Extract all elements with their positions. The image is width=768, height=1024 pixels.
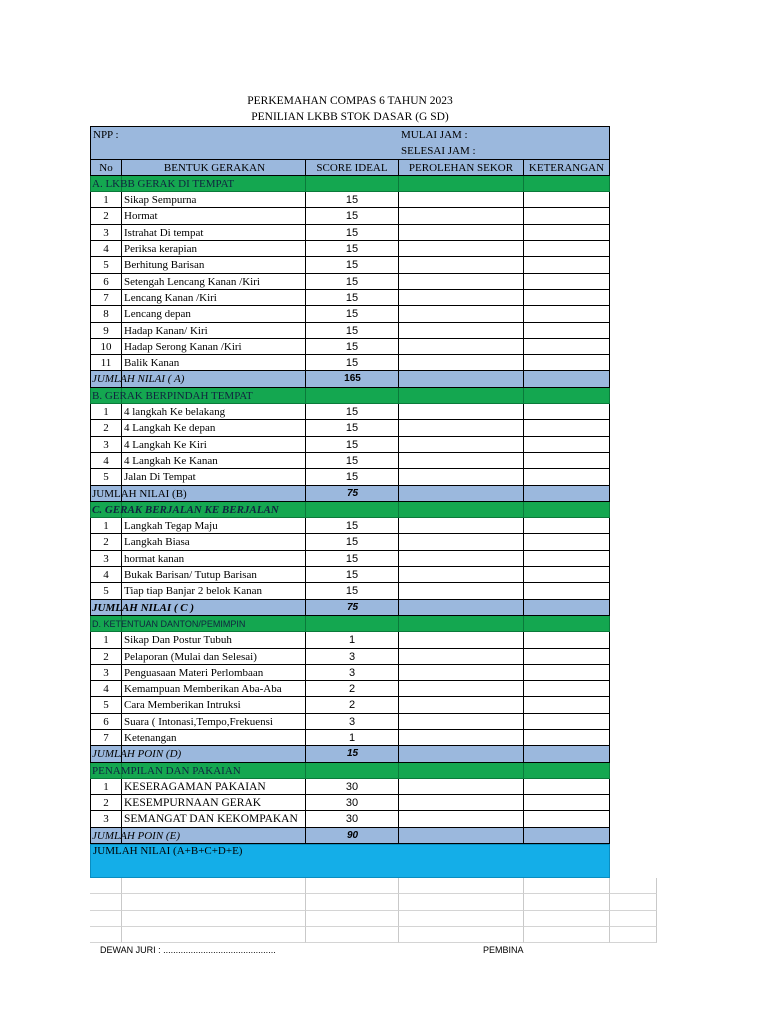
movement-name: Kemampuan Memberikan Aba-Aba <box>122 681 306 697</box>
perolehan-sekor-cell[interactable] <box>399 274 524 290</box>
movement-name: Bukak Barisan/ Tutup Barisan <box>122 567 306 583</box>
title-row-1 <box>90 93 657 109</box>
movement-name: KESEMPURNAAN GERAK <box>122 795 306 811</box>
movement-name: Setengah Lencang Kanan /Kiri <box>122 274 306 290</box>
movement-name: Hadap Serong Kanan /Kiri <box>122 339 306 355</box>
score-ideal-cell: 15 <box>306 583 399 599</box>
row-number: 6 <box>90 714 122 730</box>
header-keterangan: KETERANGAN <box>524 160 610 176</box>
keterangan-cell[interactable] <box>524 534 610 550</box>
row-number: 5 <box>90 697 122 713</box>
score-ideal-cell: 15 <box>306 241 399 257</box>
keterangan-cell[interactable] <box>524 730 610 746</box>
movement-name: Lencang depan <box>122 306 306 322</box>
keterangan-cell[interactable] <box>524 518 610 534</box>
score-ideal-cell: 2 <box>306 681 399 697</box>
table-row <box>90 551 657 567</box>
score-ideal-cell: 15 <box>306 192 399 208</box>
perolehan-sekor-cell[interactable] <box>399 469 524 485</box>
keterangan-cell[interactable] <box>524 714 610 730</box>
section-total-label: JUMLAH NILAI (B) <box>92 487 187 500</box>
section-total-value: 75 <box>346 487 359 499</box>
section-title: PENAMPILAN DAN PAKAIAN <box>92 764 241 777</box>
table-row <box>90 681 657 697</box>
section-title: C. GERAK BERJALAN KE BERJALAN <box>92 503 279 516</box>
table-row <box>90 632 657 648</box>
section-total-row <box>90 600 657 616</box>
table-row <box>90 404 657 420</box>
table-row <box>90 290 657 306</box>
movement-name: Tiap tiap Banjar 2 belok Kanan <box>122 583 306 599</box>
header-perolehan-sekor: PEROLEHAN SEKOR <box>399 160 524 176</box>
keterangan-cell[interactable] <box>524 437 610 453</box>
section-header <box>90 616 657 632</box>
keterangan-cell[interactable] <box>524 795 610 811</box>
perolehan-sekor-cell[interactable] <box>399 323 524 339</box>
table-row <box>90 811 657 827</box>
keterangan-cell[interactable] <box>524 306 610 322</box>
table-row <box>90 534 657 550</box>
perolehan-sekor-cell[interactable] <box>399 241 524 257</box>
row-number: 1 <box>90 404 122 420</box>
table-row <box>90 665 657 681</box>
keterangan-cell[interactable] <box>524 404 610 420</box>
column-header-row <box>90 160 657 176</box>
row-number: 7 <box>90 730 122 746</box>
section-header <box>90 176 657 192</box>
pembina-label: PEMBINA <box>483 945 524 956</box>
movement-name: Pelaporan (Mulai dan Selesai) <box>122 649 306 665</box>
sheet-title: PERKEMAHAN COMPAS 6 TAHUN 2023 <box>247 95 453 107</box>
header-no: No <box>90 160 122 176</box>
table-row <box>90 453 657 469</box>
movement-name: Penguasaan Materi Perlombaan <box>122 665 306 681</box>
movement-name: Langkah Tegap Maju <box>122 518 306 534</box>
row-number: 2 <box>90 420 122 436</box>
perolehan-sekor-cell[interactable] <box>399 811 524 827</box>
perolehan-sekor-cell[interactable] <box>399 551 524 567</box>
section-total-value: 90 <box>346 829 359 841</box>
perolehan-sekor-cell[interactable] <box>399 681 524 697</box>
row-number: 4 <box>90 241 122 257</box>
table-row <box>90 306 657 322</box>
keterangan-cell[interactable] <box>524 583 610 599</box>
section-total-row <box>90 486 657 502</box>
keterangan-cell[interactable] <box>524 323 610 339</box>
movement-name: Hormat <box>122 208 306 224</box>
row-number: 6 <box>90 274 122 290</box>
score-ideal-cell: 15 <box>306 567 399 583</box>
perolehan-sekor-cell[interactable] <box>399 453 524 469</box>
empty-row <box>90 894 657 910</box>
keterangan-cell[interactable] <box>524 697 610 713</box>
empty-row <box>90 878 657 894</box>
keterangan-cell[interactable] <box>524 339 610 355</box>
keterangan-cell[interactable] <box>524 469 610 485</box>
perolehan-sekor-cell[interactable] <box>399 225 524 241</box>
score-ideal-cell: 2 <box>306 697 399 713</box>
score-ideal-cell: 30 <box>306 795 399 811</box>
table-row <box>90 192 657 208</box>
row-number: 4 <box>90 681 122 697</box>
section-total-value: 165 <box>344 373 361 385</box>
score-ideal-cell: 3 <box>306 665 399 681</box>
movement-name: Suara ( Intonasi,Tempo,Frekuensi <box>122 714 306 730</box>
score-ideal-cell: 15 <box>306 257 399 273</box>
row-number: 3 <box>90 551 122 567</box>
perolehan-sekor-cell[interactable] <box>399 518 524 534</box>
perolehan-sekor-cell[interactable] <box>399 404 524 420</box>
table-row <box>90 274 657 290</box>
section-title: D. KETENTUAN DANTON/PEMIMPIN <box>92 618 246 629</box>
score-ideal-cell: 30 <box>306 779 399 795</box>
row-number: 2 <box>90 795 122 811</box>
movement-name: Periksa kerapian <box>122 241 306 257</box>
title-row-2 <box>90 109 657 125</box>
movement-name: Balik Kanan <box>122 355 306 371</box>
movement-name: Sikap Dan Postur Tubuh <box>122 632 306 648</box>
keterangan-cell[interactable] <box>524 208 610 224</box>
keterangan-cell[interactable] <box>524 811 610 827</box>
table-row <box>90 257 657 273</box>
row-number: 3 <box>90 437 122 453</box>
perolehan-sekor-cell[interactable] <box>399 583 524 599</box>
score-ideal-cell: 15 <box>306 404 399 420</box>
keterangan-cell[interactable] <box>524 551 610 567</box>
empty-row <box>90 927 657 943</box>
perolehan-sekor-cell[interactable] <box>399 290 524 306</box>
keterangan-cell[interactable] <box>524 567 610 583</box>
section-total-label: JUMLAH NILAI ( A) <box>92 373 185 386</box>
section-header <box>90 763 657 779</box>
section-total-row <box>90 371 657 387</box>
section-title: B. GERAK BERPINDAH TEMPAT <box>92 389 253 402</box>
empty-row <box>90 911 657 927</box>
row-number: 2 <box>90 534 122 550</box>
table-row <box>90 420 657 436</box>
row-number: 5 <box>90 257 122 273</box>
section-total-row <box>90 828 657 844</box>
table-row <box>90 730 657 746</box>
movement-name: Berhitung Barisan <box>122 257 306 273</box>
score-ideal-cell: 15 <box>306 437 399 453</box>
keterangan-cell[interactable] <box>524 257 610 273</box>
table-row <box>90 323 657 339</box>
score-ideal-cell: 1 <box>306 730 399 746</box>
perolehan-sekor-cell[interactable] <box>399 339 524 355</box>
section-total-row <box>90 746 657 762</box>
section-total-label: JUMLAH NILAI ( C ) <box>92 601 195 614</box>
row-number: 4 <box>90 453 122 469</box>
table-row <box>90 355 657 371</box>
selesai-jam-label: SELESAI JAM : <box>401 144 476 157</box>
sections-container <box>90 176 657 844</box>
header-bentuk-gerakan: BENTUK GERAKAN <box>122 160 306 176</box>
row-number: 2 <box>90 649 122 665</box>
table-row <box>90 208 657 224</box>
perolehan-sekor-cell[interactable] <box>399 306 524 322</box>
keterangan-cell[interactable] <box>524 225 610 241</box>
row-number: 7 <box>90 290 122 306</box>
perolehan-sekor-cell[interactable] <box>399 420 524 436</box>
movement-name: Ketenangan <box>122 730 306 746</box>
movement-name: 4 Langkah Ke Kiri <box>122 437 306 453</box>
keterangan-cell[interactable] <box>524 420 610 436</box>
section-total-label: JUMLAH POIN (D) <box>92 748 182 761</box>
score-ideal-cell: 15 <box>306 355 399 371</box>
dewan-juri-label: DEWAN JURI : ............................................. <box>100 945 276 956</box>
table-row <box>90 518 657 534</box>
row-number: 5 <box>90 469 122 485</box>
row-number: 2 <box>90 208 122 224</box>
perolehan-sekor-cell[interactable] <box>399 632 524 648</box>
section-total-value: 15 <box>346 748 359 760</box>
row-number: 1 <box>90 192 122 208</box>
perolehan-sekor-cell[interactable] <box>399 257 524 273</box>
score-ideal-cell: 15 <box>306 534 399 550</box>
table-row <box>90 649 657 665</box>
npp-block <box>90 126 610 160</box>
row-number: 4 <box>90 567 122 583</box>
score-ideal-cell: 15 <box>306 323 399 339</box>
perolehan-sekor-cell[interactable] <box>399 697 524 713</box>
table-row <box>90 241 657 257</box>
row-number: 1 <box>90 779 122 795</box>
movement-name: Lencang Kanan /Kiri <box>122 290 306 306</box>
section-total-value: 75 <box>346 601 359 613</box>
row-number: 1 <box>90 518 122 534</box>
perolehan-sekor-cell[interactable] <box>399 208 524 224</box>
keterangan-cell[interactable] <box>524 192 610 208</box>
movement-name: KESERAGAMAN PAKAIAN <box>122 779 306 795</box>
row-number: 3 <box>90 811 122 827</box>
row-number: 11 <box>90 355 122 371</box>
mulai-jam-label: MULAI JAM : <box>401 128 468 141</box>
movement-name: Cara Memberikan Intruksi <box>122 697 306 713</box>
movement-name: hormat kanan <box>122 551 306 567</box>
score-ideal-cell: 15 <box>306 453 399 469</box>
keterangan-cell[interactable] <box>524 649 610 665</box>
table-row <box>90 795 657 811</box>
score-ideal-cell: 15 <box>306 290 399 306</box>
movement-name: 4 langkah Ke belakang <box>122 404 306 420</box>
section-header <box>90 502 657 518</box>
score-ideal-cell: 15 <box>306 274 399 290</box>
keterangan-cell[interactable] <box>524 681 610 697</box>
perolehan-sekor-cell[interactable] <box>399 534 524 550</box>
keterangan-cell[interactable] <box>524 632 610 648</box>
score-ideal-cell: 15 <box>306 469 399 485</box>
table-row <box>90 339 657 355</box>
table-row <box>90 714 657 730</box>
movement-name: Langkah Biasa <box>122 534 306 550</box>
sheet-subtitle: PENILIAN LKBB STOK DASAR (G SD) <box>251 111 449 124</box>
header-score-ideal: SCORE IDEAL <box>306 160 399 176</box>
row-number: 3 <box>90 665 122 681</box>
grand-total-label: JUMLAH NILAI (A+B+C+D+E) <box>93 845 243 858</box>
table-row <box>90 567 657 583</box>
movement-name: 4 Langkah Ke Kanan <box>122 453 306 469</box>
movement-name: Sikap Sempurna <box>122 192 306 208</box>
movement-name: SEMANGAT DAN KEKOMPAKAN <box>122 811 306 827</box>
section-total-label: JUMLAH POIN (E) <box>92 829 180 842</box>
footer-row <box>90 943 657 959</box>
perolehan-sekor-cell[interactable] <box>399 779 524 795</box>
perolehan-sekor-cell[interactable] <box>399 649 524 665</box>
row-number: 10 <box>90 339 122 355</box>
section-title: A. LKBB GERAK DI TEMPAT <box>92 177 235 190</box>
score-ideal-cell: 30 <box>306 811 399 827</box>
row-number: 8 <box>90 306 122 322</box>
keterangan-cell[interactable] <box>524 355 610 371</box>
perolehan-sekor-cell[interactable] <box>399 437 524 453</box>
movement-name: Jalan Di Tempat <box>122 469 306 485</box>
keterangan-cell[interactable] <box>524 779 610 795</box>
perolehan-sekor-cell[interactable] <box>399 355 524 371</box>
table-row <box>90 583 657 599</box>
table-row <box>90 225 657 241</box>
keterangan-cell[interactable] <box>524 274 610 290</box>
section-header <box>90 388 657 404</box>
movement-name: 4 Langkah Ke depan <box>122 420 306 436</box>
score-ideal-cell: 3 <box>306 649 399 665</box>
score-ideal-cell: 3 <box>306 714 399 730</box>
perolehan-sekor-cell[interactable] <box>399 567 524 583</box>
perolehan-sekor-cell[interactable] <box>399 795 524 811</box>
movement-name: Hadap Kanan/ Kiri <box>122 323 306 339</box>
keterangan-cell[interactable] <box>524 665 610 681</box>
score-ideal-cell: 15 <box>306 420 399 436</box>
npp-label: NPP : <box>93 128 119 141</box>
perolehan-sekor-cell[interactable] <box>399 665 524 681</box>
keterangan-cell[interactable] <box>524 241 610 257</box>
table-row <box>90 697 657 713</box>
row-number: 5 <box>90 583 122 599</box>
score-ideal-cell: 15 <box>306 306 399 322</box>
row-number: 9 <box>90 323 122 339</box>
table-row <box>90 779 657 795</box>
row-number: 1 <box>90 632 122 648</box>
score-sheet <box>90 93 657 960</box>
table-row <box>90 437 657 453</box>
score-ideal-cell: 15 <box>306 225 399 241</box>
grand-total-row <box>90 844 610 878</box>
score-ideal-cell: 1 <box>306 632 399 648</box>
perolehan-sekor-cell[interactable] <box>399 730 524 746</box>
row-number: 3 <box>90 225 122 241</box>
keterangan-cell[interactable] <box>524 290 610 306</box>
movement-name: Istrahat Di tempat <box>122 225 306 241</box>
score-ideal-cell: 15 <box>306 551 399 567</box>
keterangan-cell[interactable] <box>524 453 610 469</box>
score-ideal-cell: 15 <box>306 518 399 534</box>
table-row <box>90 469 657 485</box>
score-ideal-cell: 15 <box>306 339 399 355</box>
perolehan-sekor-cell[interactable] <box>399 192 524 208</box>
perolehan-sekor-cell[interactable] <box>399 714 524 730</box>
score-ideal-cell: 15 <box>306 208 399 224</box>
